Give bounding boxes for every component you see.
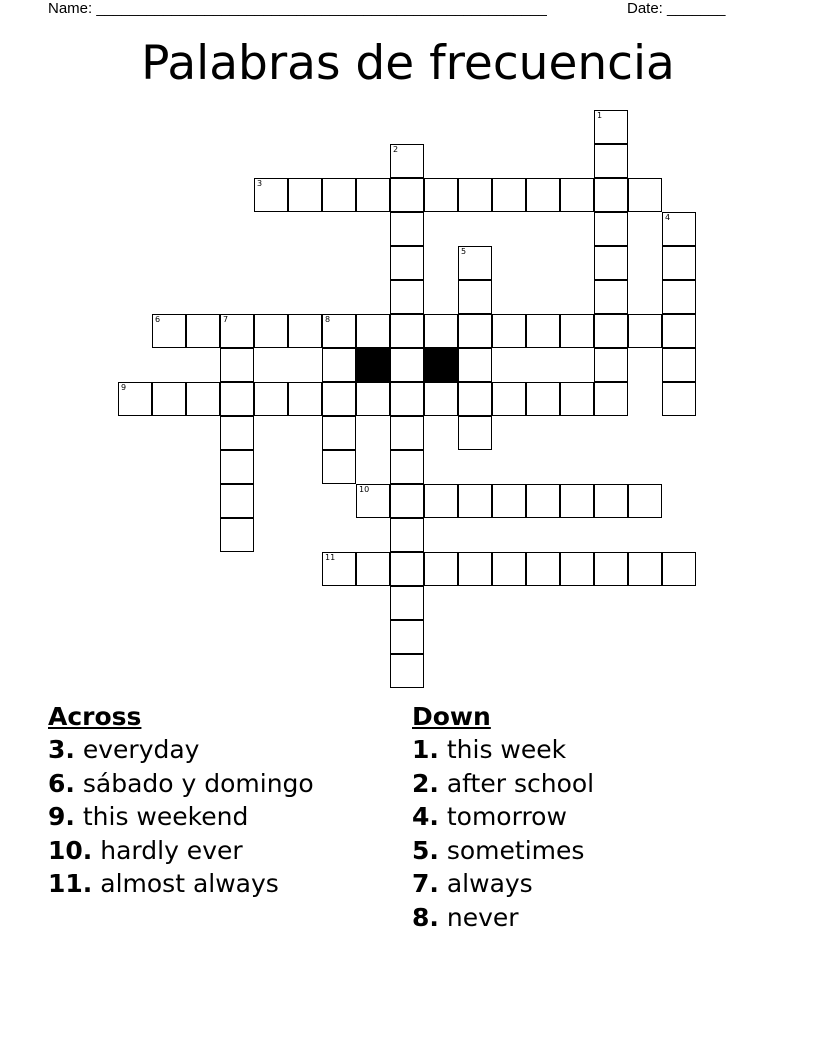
clue-down-7: 7. always — [412, 869, 533, 898]
grid-cell — [356, 178, 390, 212]
grid-cell — [390, 348, 424, 382]
grid-cell — [560, 314, 594, 348]
grid-cell — [322, 416, 356, 450]
grid-cell — [628, 484, 662, 518]
grid-cell — [390, 654, 424, 688]
clue-down-5: 5. sometimes — [412, 835, 585, 865]
grid-cell — [424, 484, 458, 518]
clue-number: 9 — [121, 383, 127, 392]
grid-cell — [220, 314, 254, 348]
grid-cell — [662, 382, 696, 416]
clue-across-3: 3. everyday — [48, 735, 200, 764]
grid-cell — [560, 178, 594, 212]
grid-cell — [424, 552, 458, 586]
clue-across-9: 9. this weekend — [48, 802, 249, 831]
grid-cell — [254, 314, 288, 348]
grid-cell — [152, 382, 186, 416]
grid-cell — [390, 416, 424, 450]
grid-cell — [390, 552, 424, 586]
grid-cell — [356, 314, 390, 348]
grid-cell — [458, 552, 492, 586]
grid-cell — [662, 314, 696, 348]
grid-cell — [322, 314, 356, 348]
clue-number: 11 — [325, 553, 336, 562]
grid-cell — [322, 348, 356, 382]
grid-cell — [424, 178, 458, 212]
grid-cell — [492, 178, 526, 212]
clue-number: 5 — [461, 247, 467, 256]
grid-cell — [390, 518, 424, 552]
down-clues — [412, 700, 594, 934]
grid-cell — [458, 178, 492, 212]
clue-across-10: 10. hardly ever — [48, 835, 243, 865]
grid-cell — [390, 586, 424, 620]
clue-number: 3 — [257, 179, 263, 188]
grid-cell — [220, 382, 254, 416]
grid-cell — [594, 246, 628, 280]
black-cell — [424, 348, 458, 382]
grid-cell — [288, 382, 322, 416]
clue-across-6: 6. sábado y domingo — [48, 768, 314, 798]
grid-cell — [526, 484, 560, 518]
grid-cell — [662, 348, 696, 382]
grid-cell — [526, 552, 560, 586]
grid-cell — [628, 178, 662, 212]
date-field-line: Date: _______ — [627, 0, 726, 17]
grid-cell — [288, 314, 322, 348]
clue-number: 6 — [155, 315, 161, 324]
grid-cell — [458, 348, 492, 382]
across-heading: Across — [48, 702, 142, 731]
grid-cell — [322, 178, 356, 212]
clue-down-4: 4. tomorrow — [412, 802, 567, 831]
grid-cell — [492, 314, 526, 348]
across-clues — [48, 700, 314, 901]
clue-down-8: 8. never — [412, 902, 519, 932]
grid-cell — [458, 280, 492, 314]
grid-cell — [594, 178, 628, 212]
grid-cell — [220, 518, 254, 552]
grid-cell — [594, 280, 628, 314]
grid-cell — [594, 382, 628, 416]
grid-cell — [594, 552, 628, 586]
grid-cell — [390, 246, 424, 280]
grid-cell — [458, 382, 492, 416]
grid-cell — [220, 484, 254, 518]
grid-cell — [594, 484, 628, 518]
grid-cell — [594, 212, 628, 246]
grid-cell — [526, 178, 560, 212]
clue-across-11: 11. almost always — [48, 869, 279, 898]
name-field-line: Name: ______________________________________________________ — [48, 0, 547, 17]
grid-cell — [662, 552, 696, 586]
grid-cell — [594, 144, 628, 178]
grid-cell — [118, 382, 152, 416]
grid-cell — [322, 450, 356, 484]
grid-cell — [662, 280, 696, 314]
clue-number: 4 — [665, 213, 671, 222]
grid-cell — [220, 348, 254, 382]
grid-cell — [288, 178, 322, 212]
grid-cell — [560, 382, 594, 416]
grid-cell — [458, 416, 492, 450]
grid-cell — [186, 314, 220, 348]
grid-cell — [356, 552, 390, 586]
grid-cell — [662, 246, 696, 280]
grid-cell — [492, 552, 526, 586]
grid-cell — [390, 212, 424, 246]
grid-cell — [662, 212, 696, 246]
grid-cell — [390, 450, 424, 484]
grid-cell — [526, 382, 560, 416]
clue-number: 10 — [359, 485, 370, 494]
grid-cell — [152, 314, 186, 348]
grid-cell — [560, 552, 594, 586]
grid-cell — [390, 314, 424, 348]
clue-down-1: 1. this week — [412, 735, 567, 764]
clue-number: 2 — [393, 145, 399, 154]
grid-cell — [458, 246, 492, 280]
down-heading: Down — [412, 702, 491, 731]
grid-cell — [424, 382, 458, 416]
grid-cell — [390, 144, 424, 178]
clue-number: 1 — [597, 111, 603, 120]
grid-cell — [458, 314, 492, 348]
grid-cell — [594, 348, 628, 382]
grid-cell — [492, 484, 526, 518]
black-cell — [356, 348, 390, 382]
grid-cell — [186, 382, 220, 416]
grid-cell — [356, 484, 390, 518]
clue-number: 7 — [223, 315, 229, 324]
grid-cell — [492, 382, 526, 416]
grid-cell — [322, 382, 356, 416]
grid-cell — [390, 178, 424, 212]
grid-cell — [220, 450, 254, 484]
grid-cell — [424, 314, 458, 348]
grid-cell — [390, 280, 424, 314]
grid-cell — [594, 110, 628, 144]
grid-cell — [356, 382, 390, 416]
grid-cell — [220, 416, 254, 450]
grid-cell — [628, 552, 662, 586]
grid-cell — [322, 552, 356, 586]
grid-cell — [458, 484, 492, 518]
grid-cell — [254, 178, 288, 212]
grid-cell — [390, 620, 424, 654]
grid-cell — [254, 382, 288, 416]
grid-cell — [628, 314, 662, 348]
grid-cell — [390, 484, 424, 518]
grid-cell — [594, 314, 628, 348]
page-title: Palabras de frecuencia — [141, 36, 675, 91]
grid-cell — [560, 484, 594, 518]
grid-cell — [390, 382, 424, 416]
clue-number: 8 — [325, 315, 331, 324]
clue-down-2: 2. after school — [412, 768, 595, 798]
grid-cell — [526, 314, 560, 348]
